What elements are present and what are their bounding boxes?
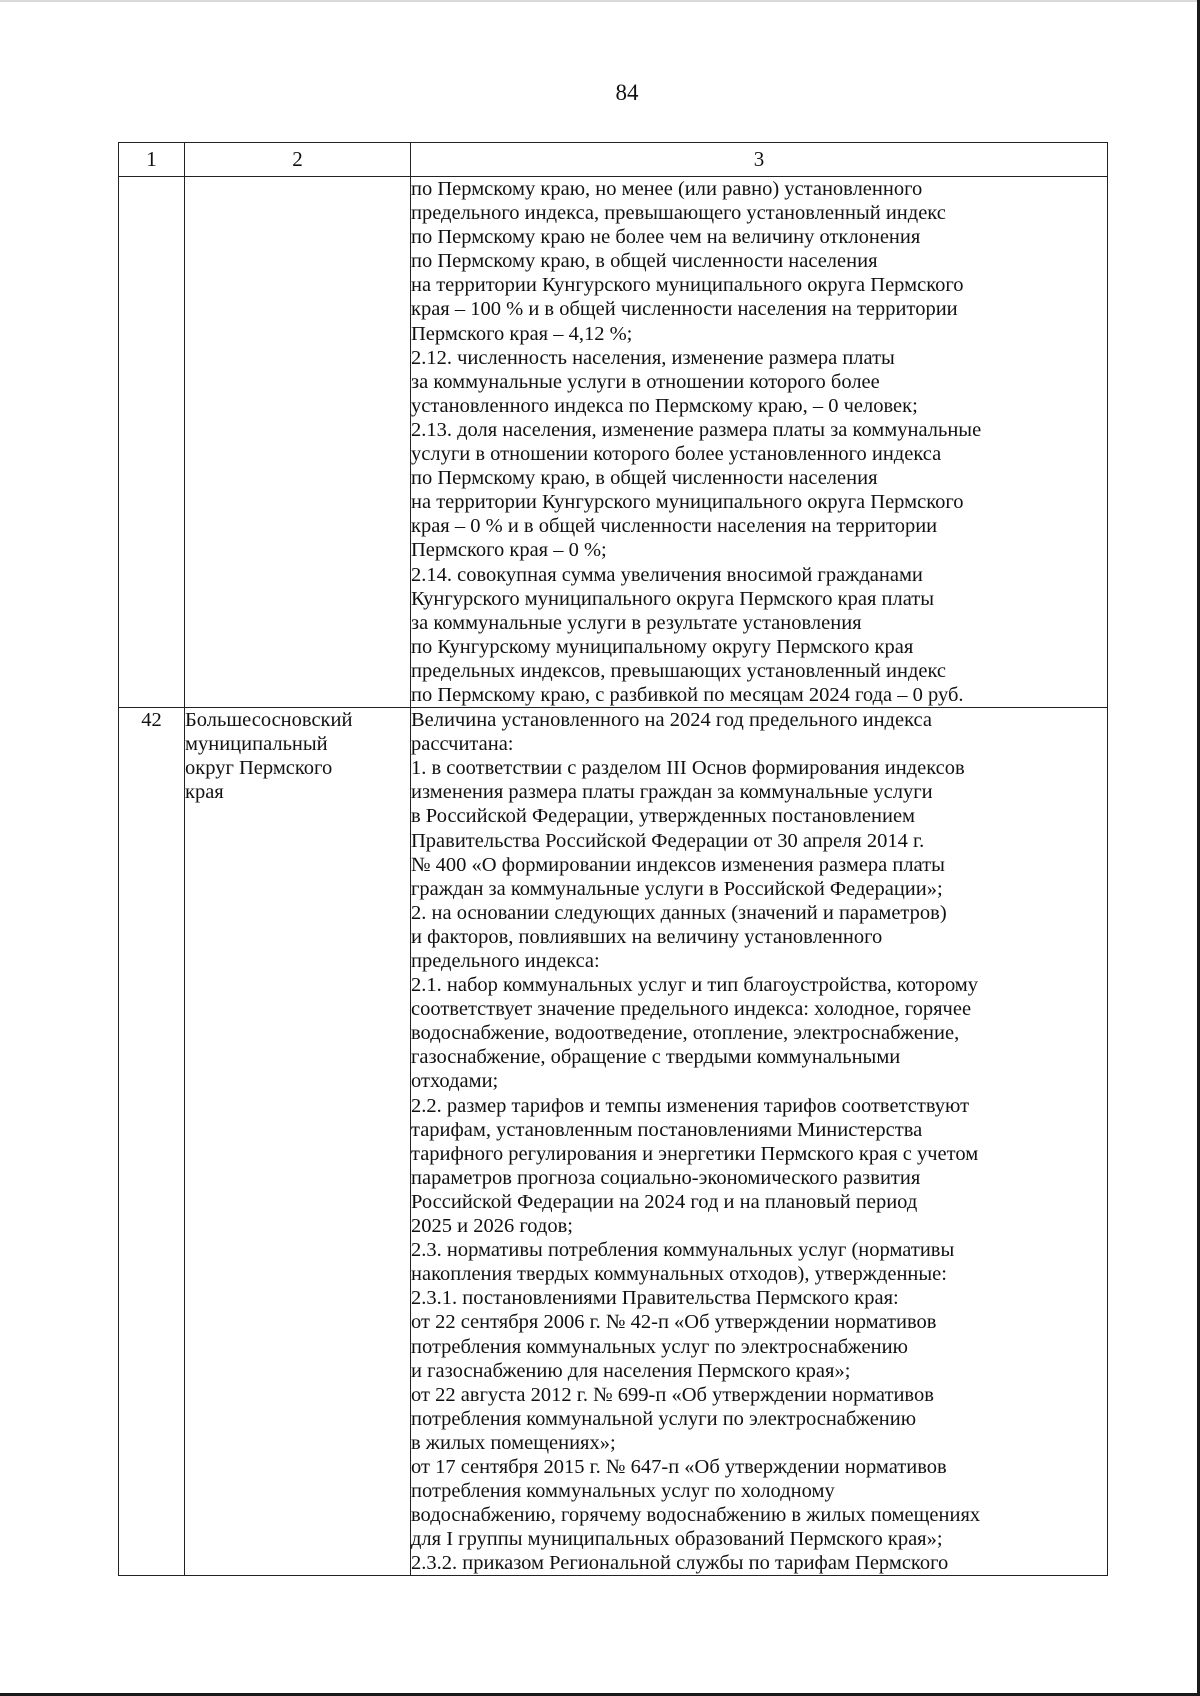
description-lines bbox=[411, 708, 1107, 1575]
text-line: параметров прогноза социально-экономического развития bbox=[411, 1166, 921, 1189]
text-line: на территории Кунгурского муниципального округа Пермского bbox=[411, 491, 964, 514]
text-line: Пермского края – 0 %; bbox=[411, 539, 607, 562]
text-line: предельного индекса, превышающего установленный индекс bbox=[411, 202, 946, 225]
text-line: 2.2. размер тарифов и темпы изменения тарифов соответствуют bbox=[411, 1094, 970, 1117]
description-lines bbox=[411, 177, 1107, 707]
description-cell bbox=[411, 177, 1108, 708]
municipality-cell bbox=[185, 177, 411, 708]
text-line: на территории Кунгурского муниципального округа Пермского bbox=[411, 274, 964, 297]
text-line: Большесосновский bbox=[185, 709, 353, 732]
municipality-name-lines bbox=[185, 708, 410, 804]
text-line: Кунгурского муниципального округа Пермского края платы bbox=[411, 587, 935, 610]
text-line: потребления коммунальных услуг по холодному bbox=[411, 1480, 835, 1503]
text-line: 2.3.1. постановлениями Правительства Пермского края: bbox=[411, 1287, 899, 1310]
header-col-3: 3 bbox=[411, 143, 1108, 177]
header-col-1: 1 bbox=[119, 143, 185, 177]
text-line: 2.14. совокупная сумма увеличения вносимой гражданами bbox=[411, 563, 923, 586]
text-line: установленного индекса по Пермскому краю, – 0 человек; bbox=[411, 394, 918, 417]
text-line: 2.1. набор коммунальных услуг и тип благоустройства, которому bbox=[411, 974, 979, 997]
header-col-2: 2 bbox=[185, 143, 411, 177]
text-line: от 17 сентября 2015 г. № 647-п «Об утверждении нормативов bbox=[411, 1455, 947, 1478]
index-table bbox=[118, 142, 1108, 1576]
text-line: предельного индекса: bbox=[411, 950, 600, 972]
text-line: Правительства Российской Федерации от 30 апреля 2014 г. bbox=[411, 829, 925, 852]
text-line: и газоснабжению для населения Пермского края»; bbox=[411, 1359, 851, 1382]
text-line: 2.13. доля населения, изменение размера платы за коммунальные bbox=[411, 418, 982, 441]
text-line: и факторов, повлиявших на величину установленного bbox=[411, 925, 883, 948]
text-line: 2. на основании следующих данных (значений и параметров) bbox=[411, 901, 947, 924]
text-line: за коммунальные услуги в результате установления bbox=[411, 611, 862, 634]
text-line: водоснабжению, горячему водоснабжению в жилых помещениях bbox=[411, 1504, 981, 1527]
text-line: 2.3. нормативы потребления коммунальных услуг (нормативы bbox=[411, 1239, 955, 1262]
text-line: по Пермскому краю, в общей численности населения bbox=[411, 250, 878, 273]
text-line: граждан за коммунальные услуги в Российской Федерации»; bbox=[411, 877, 943, 900]
text-line: по Кунгурскому муниципальному округу Пермского края bbox=[411, 635, 914, 658]
page-number: 84 bbox=[615, 80, 639, 105]
text-line: для I группы муниципальных образований Пермского края»; bbox=[411, 1528, 943, 1551]
text-line: услуги в отношении которого более установленного индекса bbox=[411, 443, 942, 466]
text-line: накопления твердых коммунальных отходов), утвержденные: bbox=[411, 1263, 947, 1286]
text-line: округ Пермского bbox=[185, 757, 333, 780]
text-line: от 22 сентября 2006 г. № 42-п «Об утверждении нормативов bbox=[411, 1311, 937, 1334]
text-line: 2025 и 2026 годов; bbox=[411, 1215, 573, 1238]
text-line: изменения размера платы граждан за коммунальные услуги bbox=[411, 781, 933, 804]
text-line: тарифам, установленным постановлениями Министерства bbox=[411, 1118, 923, 1141]
text-line: потребления коммунальной услуги по электроснабжению bbox=[411, 1407, 917, 1430]
text-line: по Пермскому краю, в общей численности населения bbox=[411, 467, 878, 490]
text-line: тарифного регулирования и энергетики Пермского края с учетом bbox=[411, 1142, 979, 1165]
text-line: в Российской Федерации, утвержденных постановлением bbox=[411, 805, 916, 828]
text-line: потребления коммунальных услуг по электроснабжению bbox=[411, 1335, 908, 1358]
text-line: рассчитана: bbox=[411, 733, 514, 756]
text-line: № 400 «О формировании индексов изменения размера платы bbox=[411, 853, 945, 876]
row-number-cell: 42 bbox=[119, 708, 185, 1576]
text-line: муниципальный bbox=[185, 733, 328, 756]
text-line: 2.3.2. приказом Региональной службы по тарифам Пермского bbox=[411, 1552, 949, 1575]
table-row-42 bbox=[119, 708, 1108, 1576]
text-line: Величина установленного на 2024 год предельного индекса bbox=[411, 709, 932, 732]
text-line: края – 100 % и в общей численности населения на территории bbox=[411, 298, 958, 321]
text-line: края – 0 % и в общей численности населения на территории bbox=[411, 515, 938, 538]
text-line: отходами; bbox=[411, 1070, 499, 1093]
text-line: в жилых помещениях»; bbox=[411, 1431, 616, 1454]
text-line: Пермского края – 4,12 %; bbox=[411, 322, 633, 345]
text-line: предельных индексов, превышающих установленный индекс bbox=[411, 659, 947, 682]
text-line: соответствует значение предельного индекса: холодное, горячее bbox=[411, 998, 972, 1021]
text-line: по Пермскому краю, с разбивкой по месяцам 2024 года – 0 руб. bbox=[411, 683, 964, 706]
text-line: водоснабжение, водоотведение, отопление, электроснабжение, bbox=[411, 1022, 960, 1045]
description-cell bbox=[411, 708, 1108, 1576]
text-line: по Пермскому краю не более чем на величину отклонения bbox=[411, 226, 921, 249]
text-line: 2.12. численность населения, изменение размера платы bbox=[411, 346, 895, 369]
table-header-row bbox=[119, 143, 1108, 177]
text-line: 1. в соответствии с разделом III Основ формирования индексов bbox=[411, 757, 965, 780]
text-line: за коммунальные услуги в отношении которого более bbox=[411, 370, 880, 393]
text-line: Российской Федерации на 2024 год и на плановый период bbox=[411, 1190, 918, 1213]
text-line: от 22 августа 2012 г. № 699-п «Об утверждении нормативов bbox=[411, 1383, 934, 1406]
text-line: края bbox=[185, 781, 224, 804]
table-row-continuation bbox=[119, 177, 1108, 708]
text-line: газоснабжение, обращение с твердыми коммунальными bbox=[411, 1046, 901, 1069]
text-line: по Пермскому краю, но менее (или равно) установленного bbox=[411, 178, 923, 200]
row-number-cell bbox=[119, 177, 185, 708]
municipality-cell bbox=[185, 708, 411, 1576]
scan-edge-top bbox=[0, 0, 1200, 2]
